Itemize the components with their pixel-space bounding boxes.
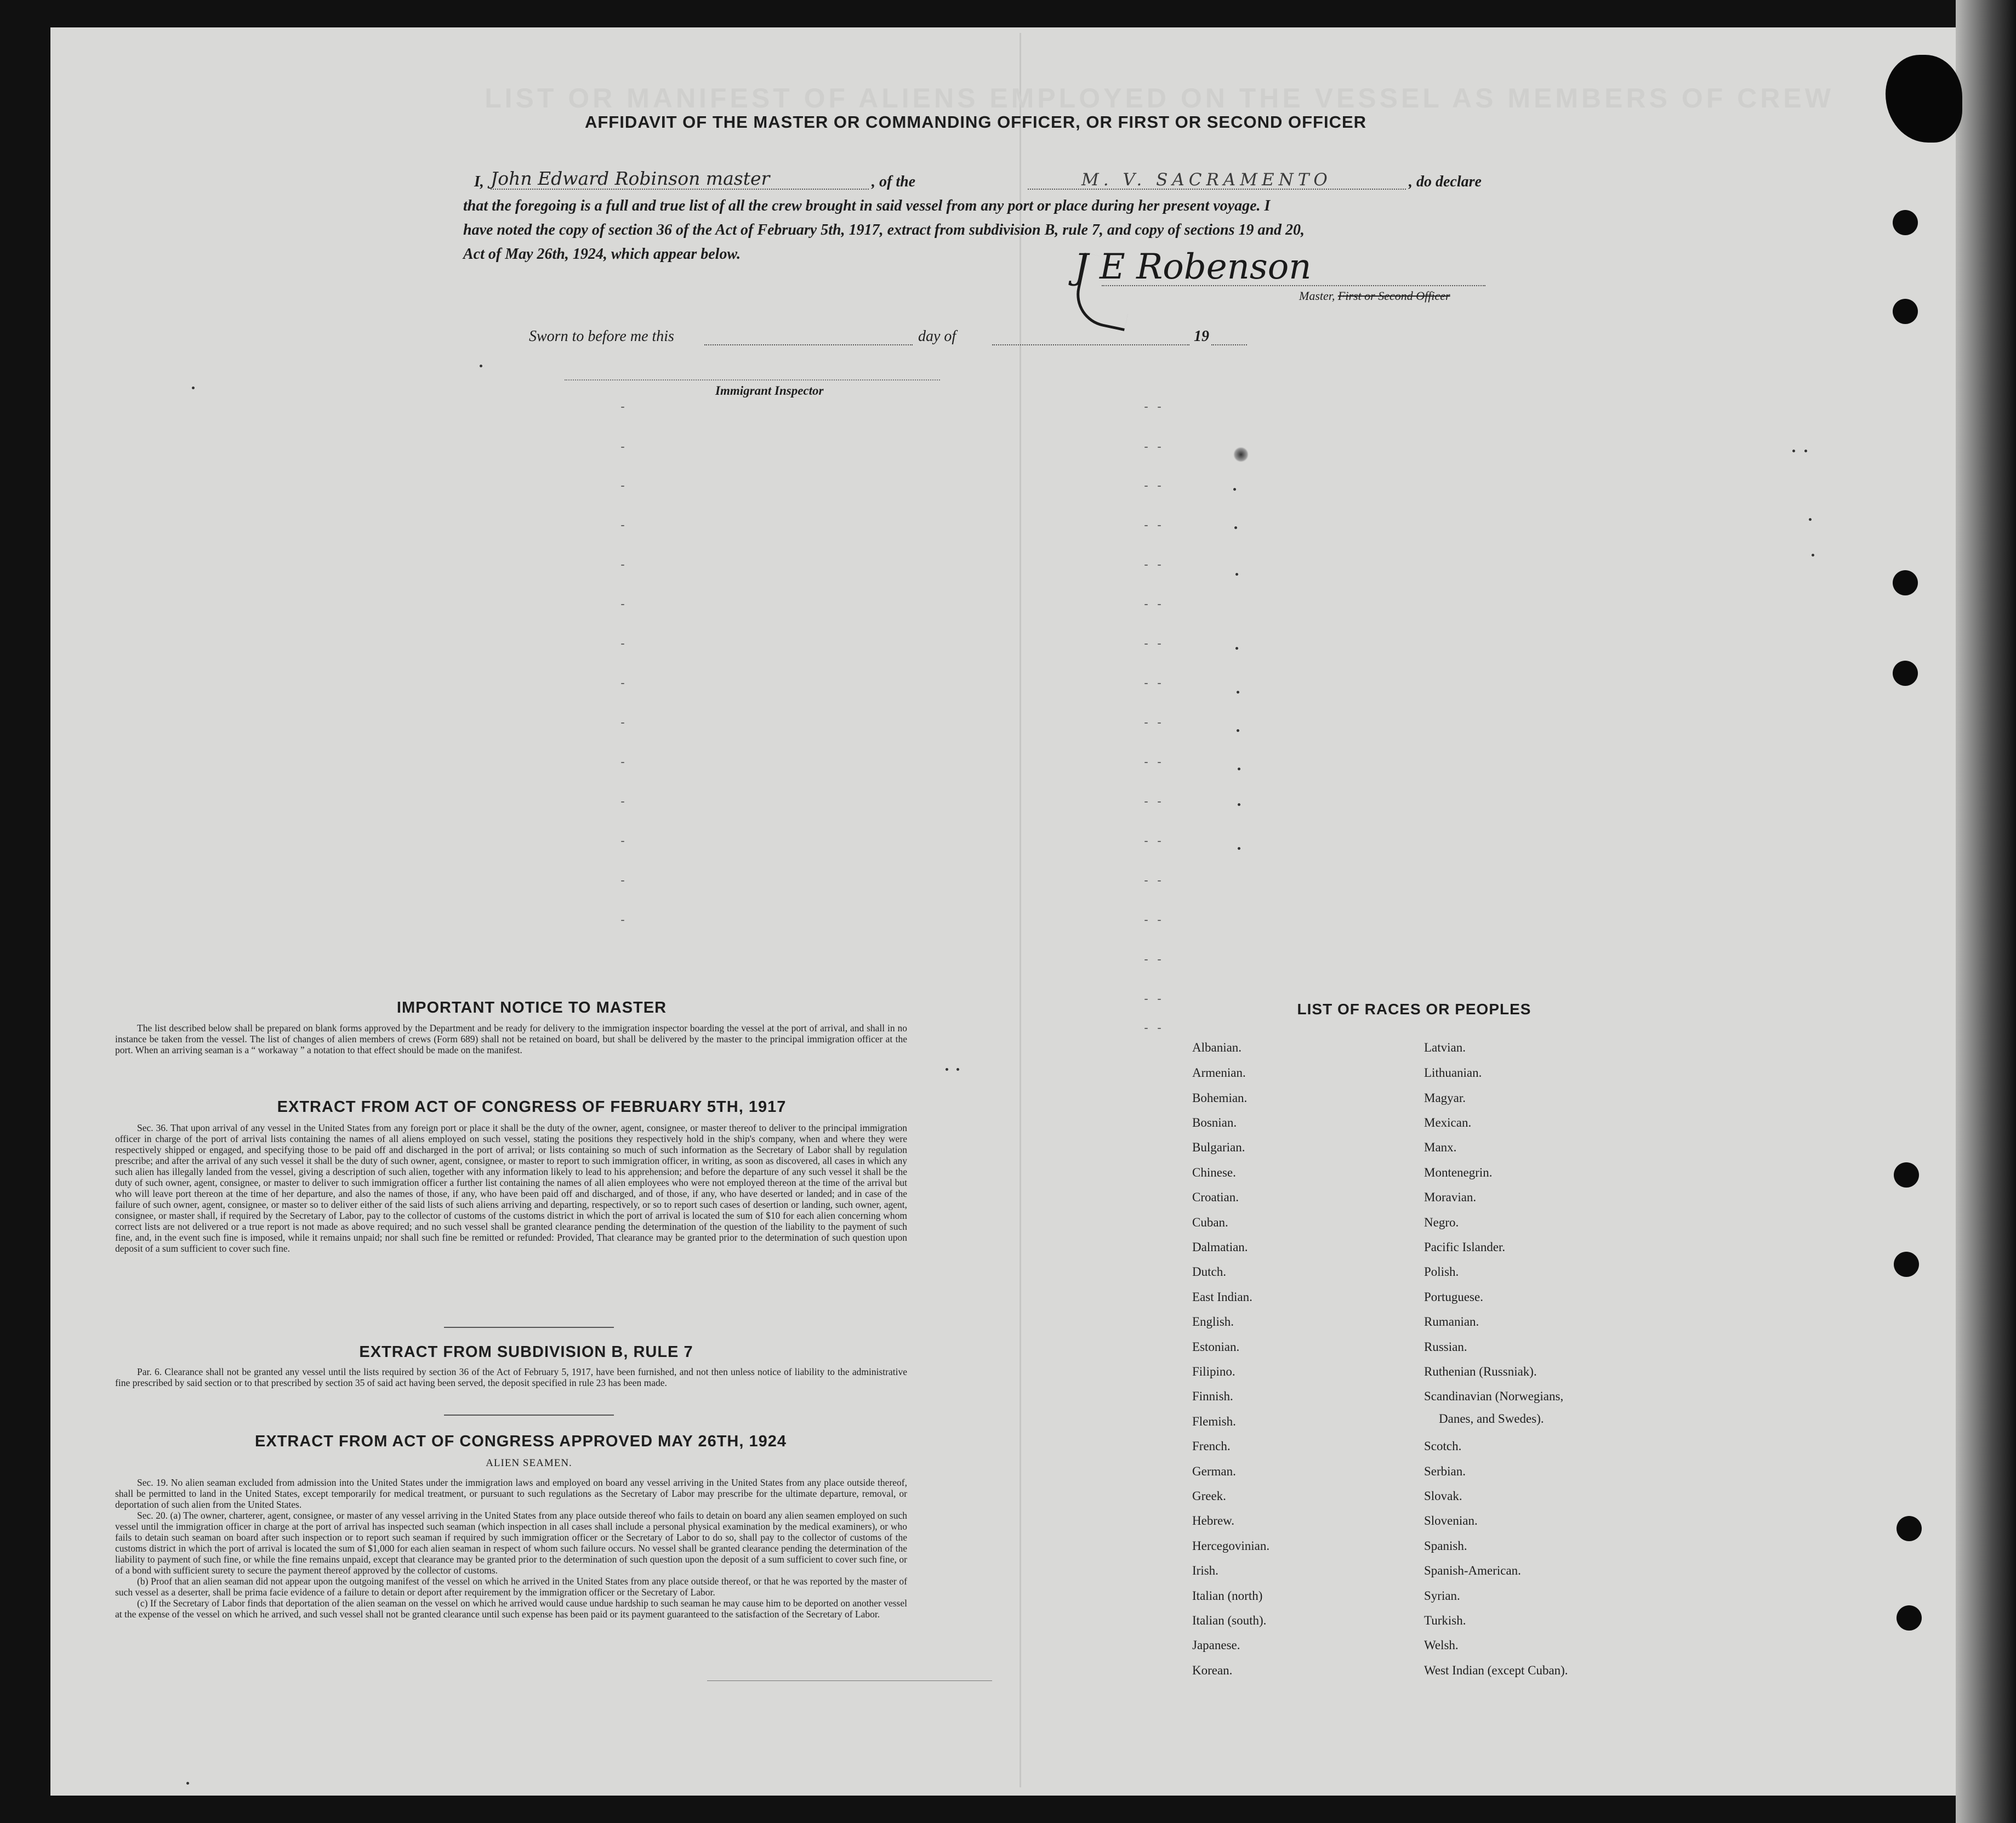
race-item: Estonian.	[1192, 1340, 1240, 1354]
sec-20c-text: (c) If the Secretary of Labor finds that deportation of the alien seaman on the vessel on which he arrived would cause undue hardship to such seaman he may cause him to be deported on another vessel at the expense of the vessel on which he arrived, and such vessel shall not be granted clearance until such expense has been paid or its payment guaranteed to the satisfaction of the Secretary of Labor.	[115, 1598, 907, 1620]
race-item: Korean.	[1192, 1663, 1233, 1677]
column-tick: - -	[1143, 717, 1163, 730]
speck	[1812, 554, 1814, 556]
sworn-day-line	[704, 344, 913, 345]
race-item: Filipino.	[1192, 1365, 1235, 1378]
race-item: Albanian.	[1192, 1041, 1242, 1054]
signature-caption	[1299, 289, 1450, 303]
affidavit-title: AFFIDAVIT OF THE MASTER OR COMMANDING OFFICER, OR FIRST OR SECOND OFFICER	[584, 112, 1367, 132]
column-tick: - -	[1143, 757, 1163, 769]
rule7-text: Par. 6. Clearance shall not be granted any vessel until the lists required by section 36 of the Act of February 5, 1917, have been furnished, and not then unless notice of liability to the administrative fine prescribed by said section or to that prescribed by section 35 of said act having been served, the deposit specified in rule 23 has been made.	[115, 1366, 907, 1388]
race-item: Slovak.	[1424, 1489, 1462, 1503]
race-item: Polish.	[1424, 1265, 1459, 1279]
column-tick: -	[619, 520, 627, 532]
race-item: Hercegovinian.	[1192, 1539, 1270, 1553]
race-item: German.	[1192, 1464, 1236, 1478]
speck	[1237, 729, 1239, 732]
race-item: Bohemian.	[1192, 1091, 1248, 1105]
race-item: Italian (north)	[1192, 1589, 1263, 1603]
sec-20b-text: (b) Proof that an alien seaman did not appear upon the outgoing manifest of the vessel on which he arrived in the United States from any place outside thereof, or that he was reported by the master of such vessel as a deserter, shall be prima facie evidence of a failure to detain or deport after requirement by the immigration officer or the Secretary of Labor.	[115, 1576, 907, 1598]
punch-hole	[1894, 1252, 1919, 1277]
column-tick: - -	[1143, 993, 1163, 1006]
race-item: English.	[1192, 1315, 1234, 1328]
declaration-line-3: have noted the copy of section 36 of the Act of February 5th, 1917, extract from subdivision B, rule 7, and copy of sections 19 and 20,	[463, 222, 1305, 238]
column-tick: -	[619, 836, 627, 848]
declaration	[463, 170, 1494, 266]
master-name-handwritten: John Edward Robinson master	[491, 168, 770, 189]
vessel-name-handwritten: M. V. SACRAMENTO	[1081, 170, 1332, 190]
race-item: Rumanian.	[1424, 1315, 1479, 1328]
race-item: Japanese.	[1192, 1638, 1240, 1652]
speck	[1234, 526, 1237, 529]
race-item: Cuban.	[1192, 1216, 1228, 1229]
column-tick: - -	[1143, 954, 1163, 967]
speck	[1233, 488, 1236, 491]
column-tick: - -	[1143, 599, 1163, 611]
sec-19-text: Sec. 19. No alien seaman excluded from admission into the United States under the immigration laws and employed on board any vessel arriving in the United States from any place outside thereof, shall be permitted to land in the United States, except temporarily for medical treatment, or pursuant to such regulations as the Secretary of Labor may prescribe for the ultimate departure, removal, or deportation of such alien from the United States.	[115, 1477, 907, 1510]
column-tick: -	[619, 441, 627, 454]
column-tick: -	[619, 678, 627, 690]
speck	[192, 387, 195, 389]
column-tick: - -	[1143, 401, 1163, 414]
inspector-label: Immigrant Inspector	[715, 384, 824, 397]
punch-hole	[1897, 1516, 1922, 1541]
race-item: Turkish.	[1424, 1614, 1466, 1627]
punch-hole	[1893, 299, 1918, 324]
race-item: Moravian.	[1424, 1190, 1477, 1204]
column-tick: - -	[1143, 1023, 1163, 1035]
speck	[946, 1068, 948, 1071]
speck	[186, 1782, 189, 1785]
speck	[1235, 573, 1238, 576]
race-item: Slovenian.	[1424, 1514, 1478, 1527]
punch-hole	[1897, 1605, 1922, 1631]
alien-seamen-subtitle: ALIEN SEAMEN.	[486, 1457, 572, 1469]
race-item: Croatian.	[1192, 1190, 1239, 1204]
bleed-through-header: LIST OR MANIFEST OF ALIENS EMPLOYED ON THE VESSEL AS MEMBERS OF CREW	[485, 83, 1834, 113]
extract-1917-title: EXTRACT FROM ACT OF CONGRESS OF FEBRUARY 5TH, 1917	[277, 1098, 787, 1116]
struck-officer-label: First or Second Officer	[1337, 289, 1450, 303]
speck	[1792, 450, 1795, 452]
column-tick: - -	[1143, 480, 1163, 493]
race-item: Welsh.	[1424, 1638, 1459, 1652]
race-item: Magyar.	[1424, 1091, 1466, 1105]
column-tick: - -	[1143, 441, 1163, 454]
speck	[1804, 450, 1807, 452]
notice-title: IMPORTANT NOTICE TO MASTER	[396, 999, 667, 1016]
extract-1917-text: Sec. 36. That upon arrival of any vessel in the United States from any foreign port or place it shall be the duty of the owner, agent, consignee, or master thereof to deliver to the principal immigration officer in charge of the port of arrival lists containing the names of all aliens employed on such vessel, stating the positions they respectively hold in the ship's company, when and where they were respectively shipped or engaged, and specifying those to be paid off and discharged in the port of arrival; or lists containing so much of such information as the Secretary of Labor shall by regulation prescribe; and after the arrival of any such vessel it shall be the duty of such owner, agent, consignee, or master to report to such immigration officer, in writing, as soon as discovered, all cases in which any such alien has illegally landed from the vessel, giving a description of such alien, together with any information likely to lead to his apprehension; and before the departure of any such vessel it shall be the duty of such owner, agent, consignee, or master to deliver to such immigration officer a further list containing the names of all alien employees who were not employed thereon at the time of the arrival but who will leave port thereon at the time of her departure, and also the names of those, if any, who have been paid off and discharged, and of those, if any, who have deserted or landed; and in case of the failure of such owner, agent, consignee, or master so to deliver either of the said lists of such aliens arriving and departing, respectively, or so to report such cases of desertion or landing, such owner, agent, consignee, or master shall, if required by the Secretary of Labor, pay to the collector of customs of the customs district in which the port of arrival is located the sum of $10 for each alien concerning whom correct lists are not delivered or a true report is not made as above required; and no such vessel shall be granted clearance pending the determination of the question of the liability to the payment of such fine, and, in the event such fine is imposed, while it remains unpaid; nor shall such fine be remitted or refunded: Provided, That clearance may be granted prior to the determination of such question upon deposit of a sum sufficient to cover such fine.	[115, 1122, 907, 1254]
race-item: Danes, and Swedes).	[1439, 1412, 1544, 1426]
speck	[956, 1068, 959, 1071]
name-underline	[491, 189, 869, 190]
column-tick: - -	[1143, 520, 1163, 532]
of-the-label: , of the	[872, 173, 916, 190]
column-tick: - -	[1143, 915, 1163, 927]
column-tick: - -	[1143, 836, 1163, 848]
inspector-signature-line	[565, 379, 940, 380]
declaration-line-2: that the foregoing is a full and true list of all the crew brought in said vessel from any port or place during her present voyage. I	[463, 197, 1271, 214]
race-item: Mexican.	[1424, 1116, 1472, 1129]
race-item: Hebrew.	[1192, 1514, 1235, 1527]
race-item: East Indian.	[1192, 1290, 1252, 1304]
column-tick: - -	[1143, 678, 1163, 690]
column-tick: -	[619, 796, 627, 809]
race-item: Dutch.	[1192, 1265, 1226, 1279]
race-item: Pacific Islander.	[1424, 1240, 1506, 1254]
column-tick: - -	[1143, 875, 1163, 888]
race-item: Flemish.	[1192, 1415, 1236, 1428]
column-tick: -	[619, 480, 627, 493]
race-item: Chinese.	[1192, 1166, 1236, 1179]
i-label: I,	[474, 173, 484, 190]
race-item: Montenegrin.	[1424, 1166, 1493, 1179]
race-item: Irish.	[1192, 1564, 1218, 1577]
race-item: Portuguese.	[1424, 1290, 1483, 1304]
speck	[1238, 847, 1240, 850]
rule7-title: EXTRACT FROM SUBDIVISION B, RULE 7	[359, 1343, 693, 1361]
punch-hole	[1893, 210, 1918, 235]
signature-line	[1102, 285, 1485, 286]
races-title: LIST OF RACES OR PEOPLES	[1297, 1001, 1531, 1018]
month-line	[992, 344, 1189, 345]
day-of-label: day of	[918, 328, 956, 345]
do-declare-label: , do declare	[1409, 173, 1482, 190]
year-line	[1211, 344, 1247, 345]
speck	[480, 365, 482, 367]
race-item: Scandinavian (Norwegians,	[1424, 1389, 1564, 1403]
race-item: Ruthenian (Russniak).	[1424, 1365, 1537, 1378]
vessel-underline	[1028, 189, 1406, 190]
year-prefix: 19	[1194, 328, 1209, 345]
column-tick: -	[619, 757, 627, 769]
column-tick: -	[619, 559, 627, 572]
section-divider	[444, 1327, 614, 1328]
race-item: Dalmatian.	[1192, 1240, 1248, 1254]
sec-20a-text: Sec. 20. (a) The owner, charterer, agent, consignee, or master of any vessel arriving in the United States from any place outside thereof who fails to detain on board any alien seamen employed on such vessel until the immigration officer in charge at the port of arrival has inspected such seaman (which inspection in all cases shall include a personal physical examination by the medical examiners), or who fails to detain such seaman on board after such inspection or to report such seaman if required by such immigration officer or the Secretary of Labor to do so, shall pay to the collector of customs of the customs district in which the port of arrival is located the sum of $1,000 for each alien seaman in respect of whom such failure occurs. No vessel shall be granted clearance pending the determination of the liability to payment of such fine, or while the fine remains unpaid, except that clearance may be granted prior to the determination of such question upon the deposit of a sum sufficient to cover such fine, or of a bond with sufficient surety to secure the payment thereof approved by the collector of customs.	[115, 1510, 907, 1576]
column-tick: -	[619, 638, 627, 651]
column-tick: -	[619, 599, 627, 611]
race-item: Spanish-American.	[1424, 1564, 1521, 1577]
race-item: Spanish.	[1424, 1539, 1467, 1553]
race-item: French.	[1192, 1439, 1231, 1453]
race-item: West Indian (except Cuban).	[1424, 1663, 1568, 1677]
column-tick: -	[619, 875, 627, 888]
punch-hole	[1893, 661, 1918, 686]
speck	[1237, 691, 1239, 694]
race-item: Serbian.	[1424, 1464, 1466, 1478]
punch-hole	[1893, 570, 1918, 595]
race-item: Scotch.	[1424, 1439, 1462, 1453]
speck	[1238, 768, 1240, 770]
column-tick: -	[619, 915, 627, 927]
punch-hole	[1894, 1162, 1919, 1188]
race-item: Lithuanian.	[1424, 1066, 1482, 1080]
race-item: Finnish.	[1192, 1389, 1233, 1403]
race-item: Latvian.	[1424, 1041, 1466, 1054]
column-tick: - -	[1143, 559, 1163, 572]
race-item: Italian (south).	[1192, 1614, 1267, 1627]
master-signature: J E Robenson	[1074, 247, 1312, 287]
race-item: Syrian.	[1424, 1589, 1460, 1603]
race-item: Negro.	[1424, 1216, 1459, 1229]
column-tick: -	[619, 401, 627, 414]
race-item: Bulgarian.	[1192, 1140, 1245, 1154]
bottom-rule	[707, 1680, 992, 1681]
notice-text: The list described below shall be prepared on blank forms approved by the Department and be ready for delivery to the immigration inspector boarding the vessel at the port of arrival, and shall in no instance be taken from the vessel. The list of changes of alien members of crews (Form 689) shall not be retained on board, but shall be delivered by the master to the principal immigration officer at the port. When an arriving seaman is a “ workaway ” a notation to that effect should be made on the manifest.	[115, 1023, 907, 1055]
extract-1924-text	[115, 1477, 907, 1620]
section-divider	[444, 1415, 614, 1416]
speck	[1809, 518, 1812, 521]
extract-1924-title: EXTRACT FROM ACT OF CONGRESS APPROVED MAY 26TH, 1924	[255, 1433, 787, 1450]
race-item: Manx.	[1424, 1140, 1457, 1154]
race-item: Bosnian.	[1192, 1116, 1237, 1129]
sworn-label: Sworn to before me this	[529, 328, 674, 345]
speck	[1238, 803, 1240, 806]
declaration-line-4: Act of May 26th, 1924, which appear below.	[463, 246, 741, 263]
column-tick: - -	[1143, 796, 1163, 809]
speck	[1235, 647, 1238, 650]
race-item: Greek.	[1192, 1489, 1226, 1503]
declaration-line-1	[463, 170, 1494, 194]
column-tick: -	[619, 717, 627, 730]
race-item: Russian.	[1424, 1340, 1467, 1354]
stain	[1233, 447, 1249, 462]
master-label: Master,	[1299, 289, 1335, 303]
page-edge-shadow	[1956, 0, 2016, 1823]
race-item: Armenian.	[1192, 1066, 1246, 1080]
column-tick: - -	[1143, 638, 1163, 651]
page-fold	[1020, 33, 1021, 1787]
